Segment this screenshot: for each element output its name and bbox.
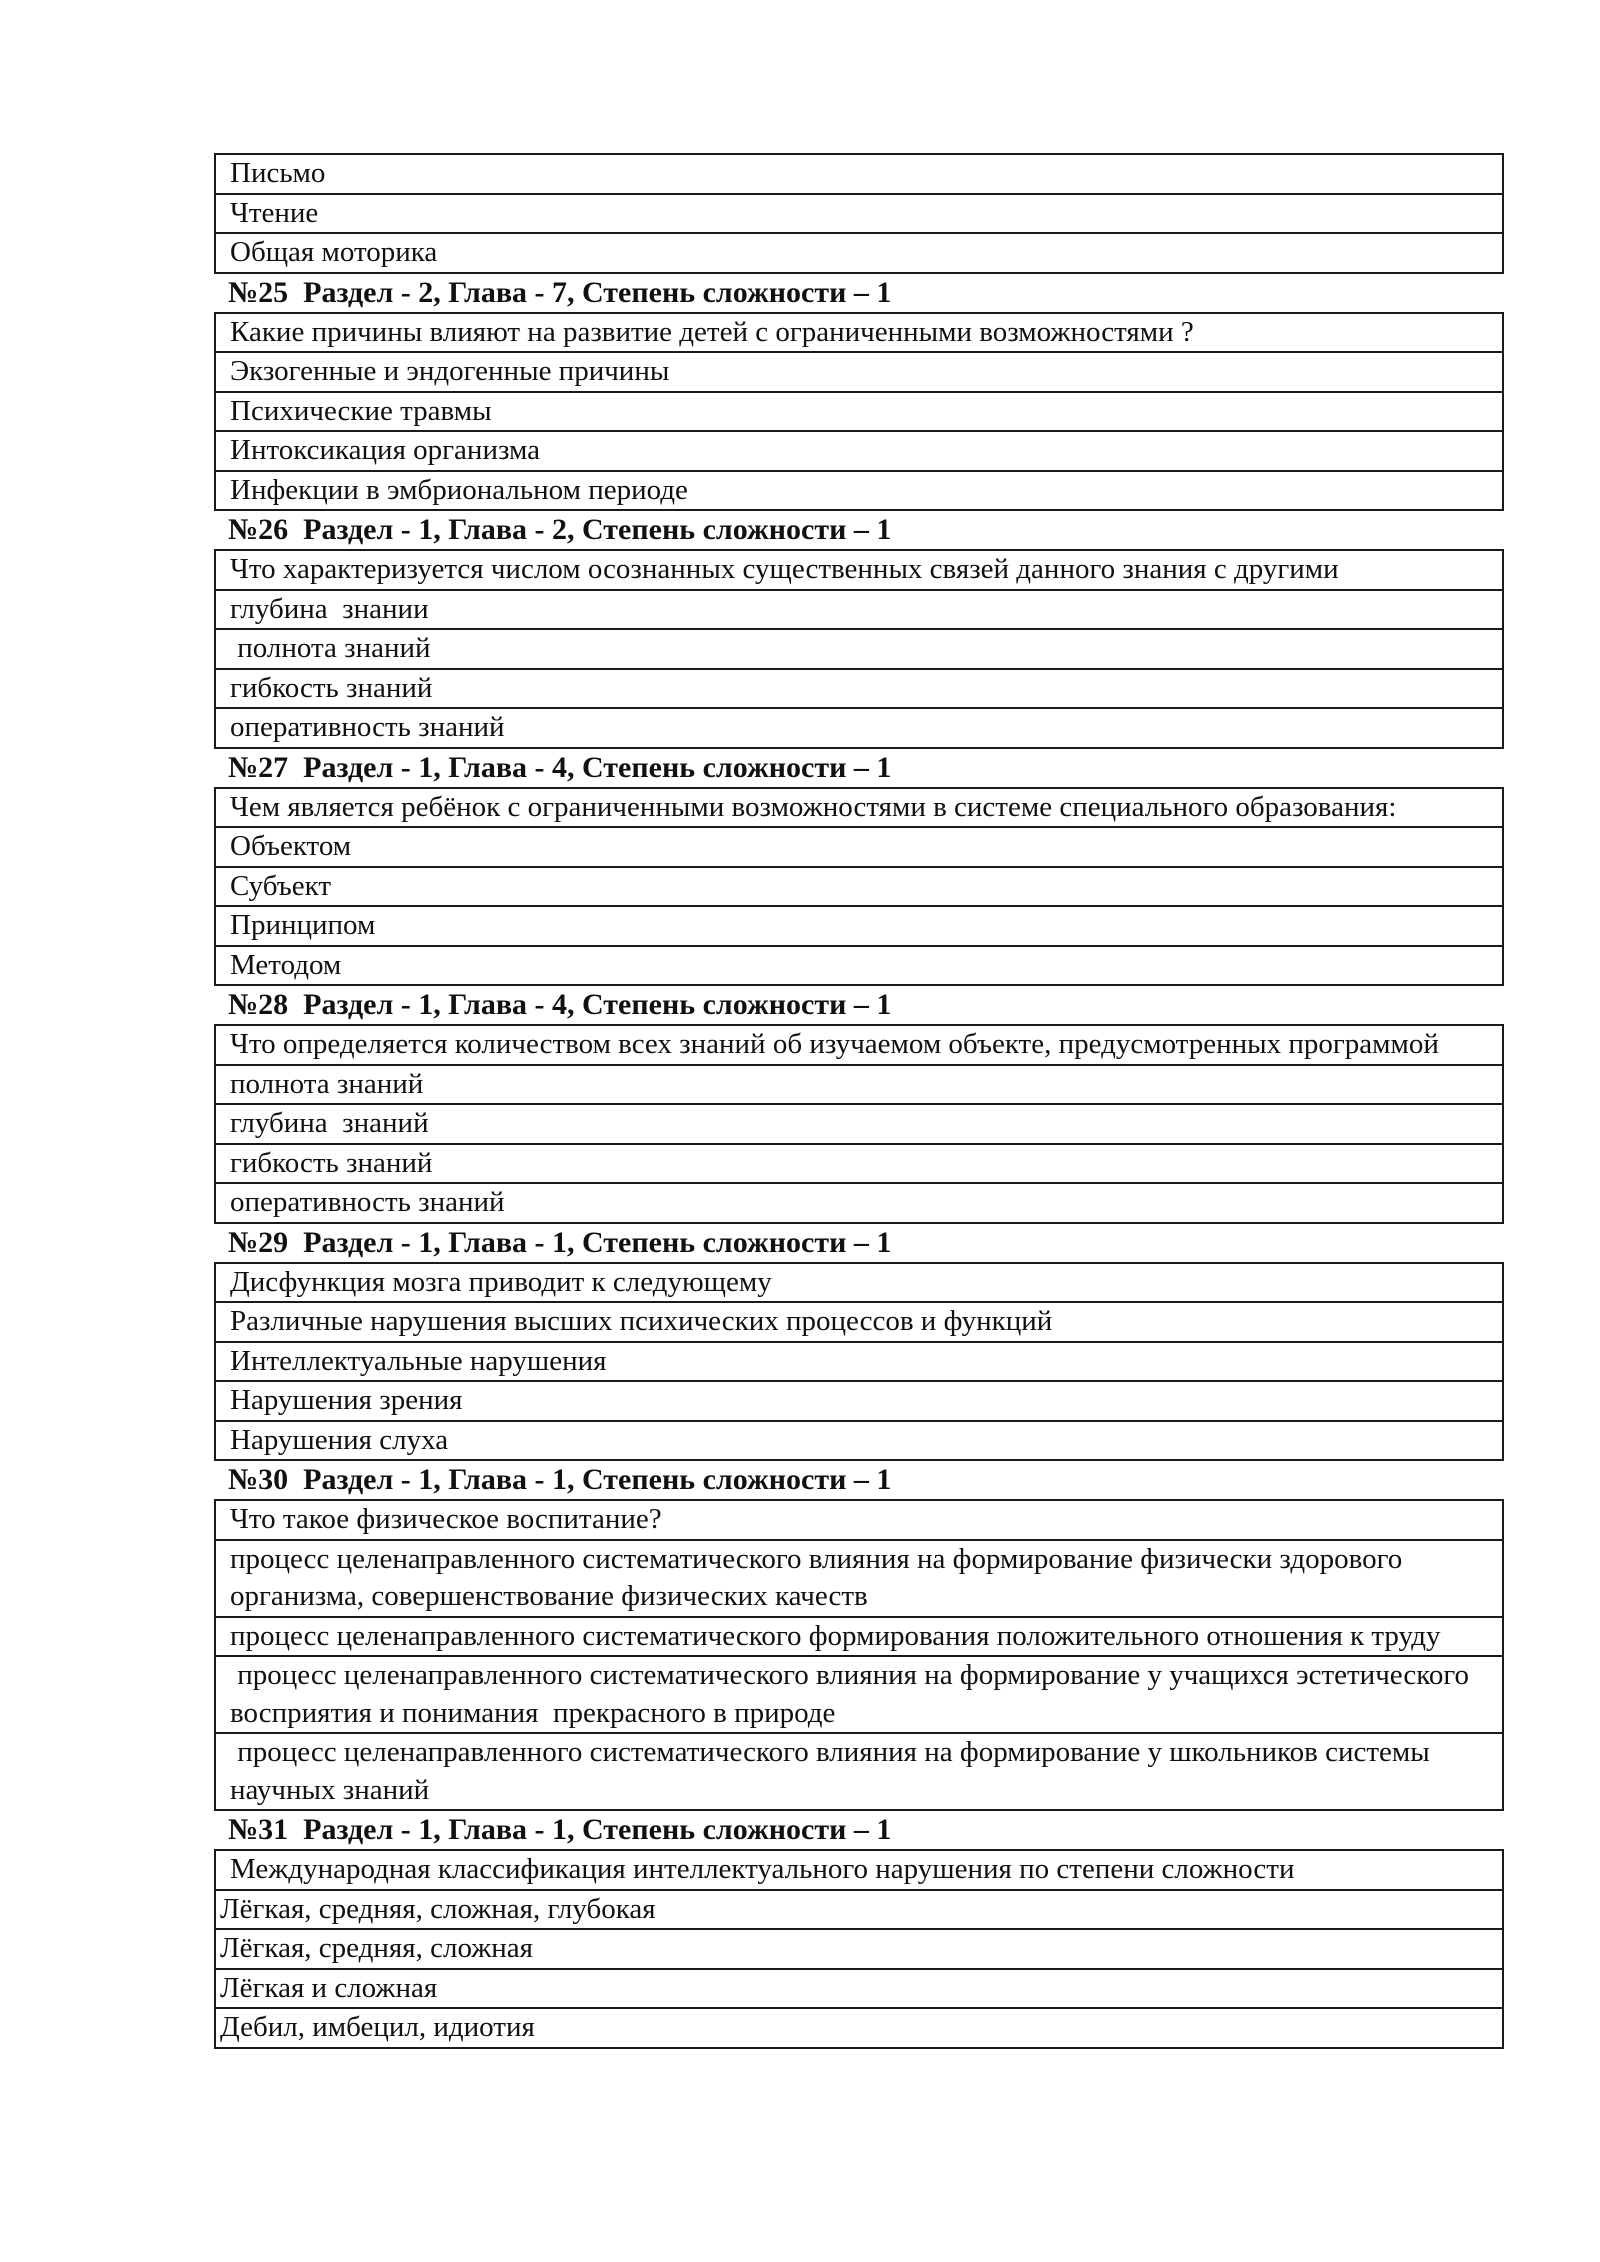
answer-option: процесс целенаправленного систематического влияния на формирование у школьников системы научных знаний <box>215 1733 1503 1810</box>
answer-option: Экзогенные и эндогенные причины <box>215 352 1503 392</box>
question-text: Дисфункция мозга приводит к следующему <box>215 1263 1503 1303</box>
answer-option: гибкость знаний <box>215 1144 1503 1184</box>
answer-option: Интеллектуальные нарушения <box>215 1342 1503 1382</box>
question-text: Что характеризуется числом осознанных существенных связей данного знания с другими <box>215 550 1503 590</box>
answer-option: Дебил, имбецил, идиотия <box>215 2008 1503 2048</box>
answer-option: Психические травмы <box>215 392 1503 432</box>
answer-table <box>214 549 1504 749</box>
answer-table <box>214 1024 1504 1224</box>
answer-option: глубина знаний <box>215 1104 1503 1144</box>
answer-option: процесс целенаправленного систематического влияния на формирование у учащихся эстетического восприятия и понимания прекрасного в природе <box>215 1656 1503 1733</box>
answer-option: Общая моторика <box>215 233 1503 273</box>
answer-option: Нарушения слуха <box>215 1421 1503 1461</box>
answer-table <box>214 1849 1504 2049</box>
answer-option: Интоксикация организма <box>215 431 1503 471</box>
answer-option: оперативность знаний <box>215 708 1503 748</box>
question-block <box>214 1224 1504 1462</box>
answer-option: полнота знаний <box>215 1065 1503 1105</box>
answer-option: гибкость знаний <box>215 669 1503 709</box>
document-page <box>214 153 1504 2049</box>
question-heading: №30 Раздел - 1, Глава - 1, Степень сложности – 1 <box>228 1463 892 1496</box>
answer-option: процесс целенаправленного систематического формирования положительного отношения к труду <box>215 1617 1503 1657</box>
answer-option: Принципом <box>215 906 1503 946</box>
question-block <box>214 1461 1504 1811</box>
question-heading: №25 Раздел - 2, Глава - 7, Степень сложности – 1 <box>228 275 892 309</box>
question-block <box>214 274 1504 512</box>
question-block <box>214 511 1504 749</box>
answer-option: Чтение <box>215 194 1503 234</box>
question-heading: №27 Раздел - 1, Глава - 4, Степень сложности – 1 <box>228 750 892 784</box>
question-text: Что определяется количеством всех знаний об изучаемом объекте, предусмотренных программой <box>215 1025 1503 1065</box>
answer-option: глубина знании <box>215 590 1503 630</box>
answer-option: Лёгкая и сложная <box>215 1969 1503 2009</box>
answer-table <box>214 787 1504 987</box>
answer-table <box>214 1262 1504 1462</box>
question-text: Какие причины влияют на развитие детей с ограниченными возможностями ? <box>215 313 1503 353</box>
answer-table <box>214 153 1504 274</box>
answer-option: Письмо <box>215 154 1503 194</box>
answer-option: процесс целенаправленного систематического влияния на формирование физически здорового организма, совершенствование физических качеств <box>215 1540 1503 1617</box>
question-heading: №29 Раздел - 1, Глава - 1, Степень сложности – 1 <box>228 1225 892 1259</box>
question-block <box>214 153 1504 274</box>
question-block <box>214 749 1504 987</box>
question-heading: №28 Раздел - 1, Глава - 4, Степень сложности – 1 <box>228 988 892 1021</box>
answer-option: Лёгкая, средняя, сложная, глубокая <box>215 1890 1503 1930</box>
question-block <box>214 1811 1504 2049</box>
answer-table <box>214 1499 1504 1811</box>
answer-option: Объектом <box>215 827 1503 867</box>
question-block <box>214 986 1504 1224</box>
answer-option: Инфекции в эмбриональном периоде <box>215 471 1503 511</box>
answer-option: Субъект <box>215 867 1503 907</box>
answer-option: Различные нарушения высших психических процессов и функций <box>215 1302 1503 1342</box>
question-text: Международная классификация интеллектуального нарушения по степени сложности <box>215 1850 1503 1890</box>
question-heading: №31 Раздел - 1, Глава - 1, Степень сложности – 1 <box>228 1813 892 1846</box>
answer-option: Методом <box>215 946 1503 986</box>
question-heading: №26 Раздел - 1, Глава - 2, Степень сложности – 1 <box>228 513 892 546</box>
answer-table <box>214 312 1504 512</box>
question-text: Чем является ребёнок с ограниченными возможностями в системе специального образования: <box>215 788 1503 828</box>
question-text: Что такое физическое воспитание? <box>215 1500 1503 1540</box>
answer-option: полнота знаний <box>215 629 1503 669</box>
answer-option: Нарушения зрения <box>215 1381 1503 1421</box>
answer-option: Лёгкая, средняя, сложная <box>215 1929 1503 1969</box>
answer-option: оперативность знаний <box>215 1183 1503 1223</box>
